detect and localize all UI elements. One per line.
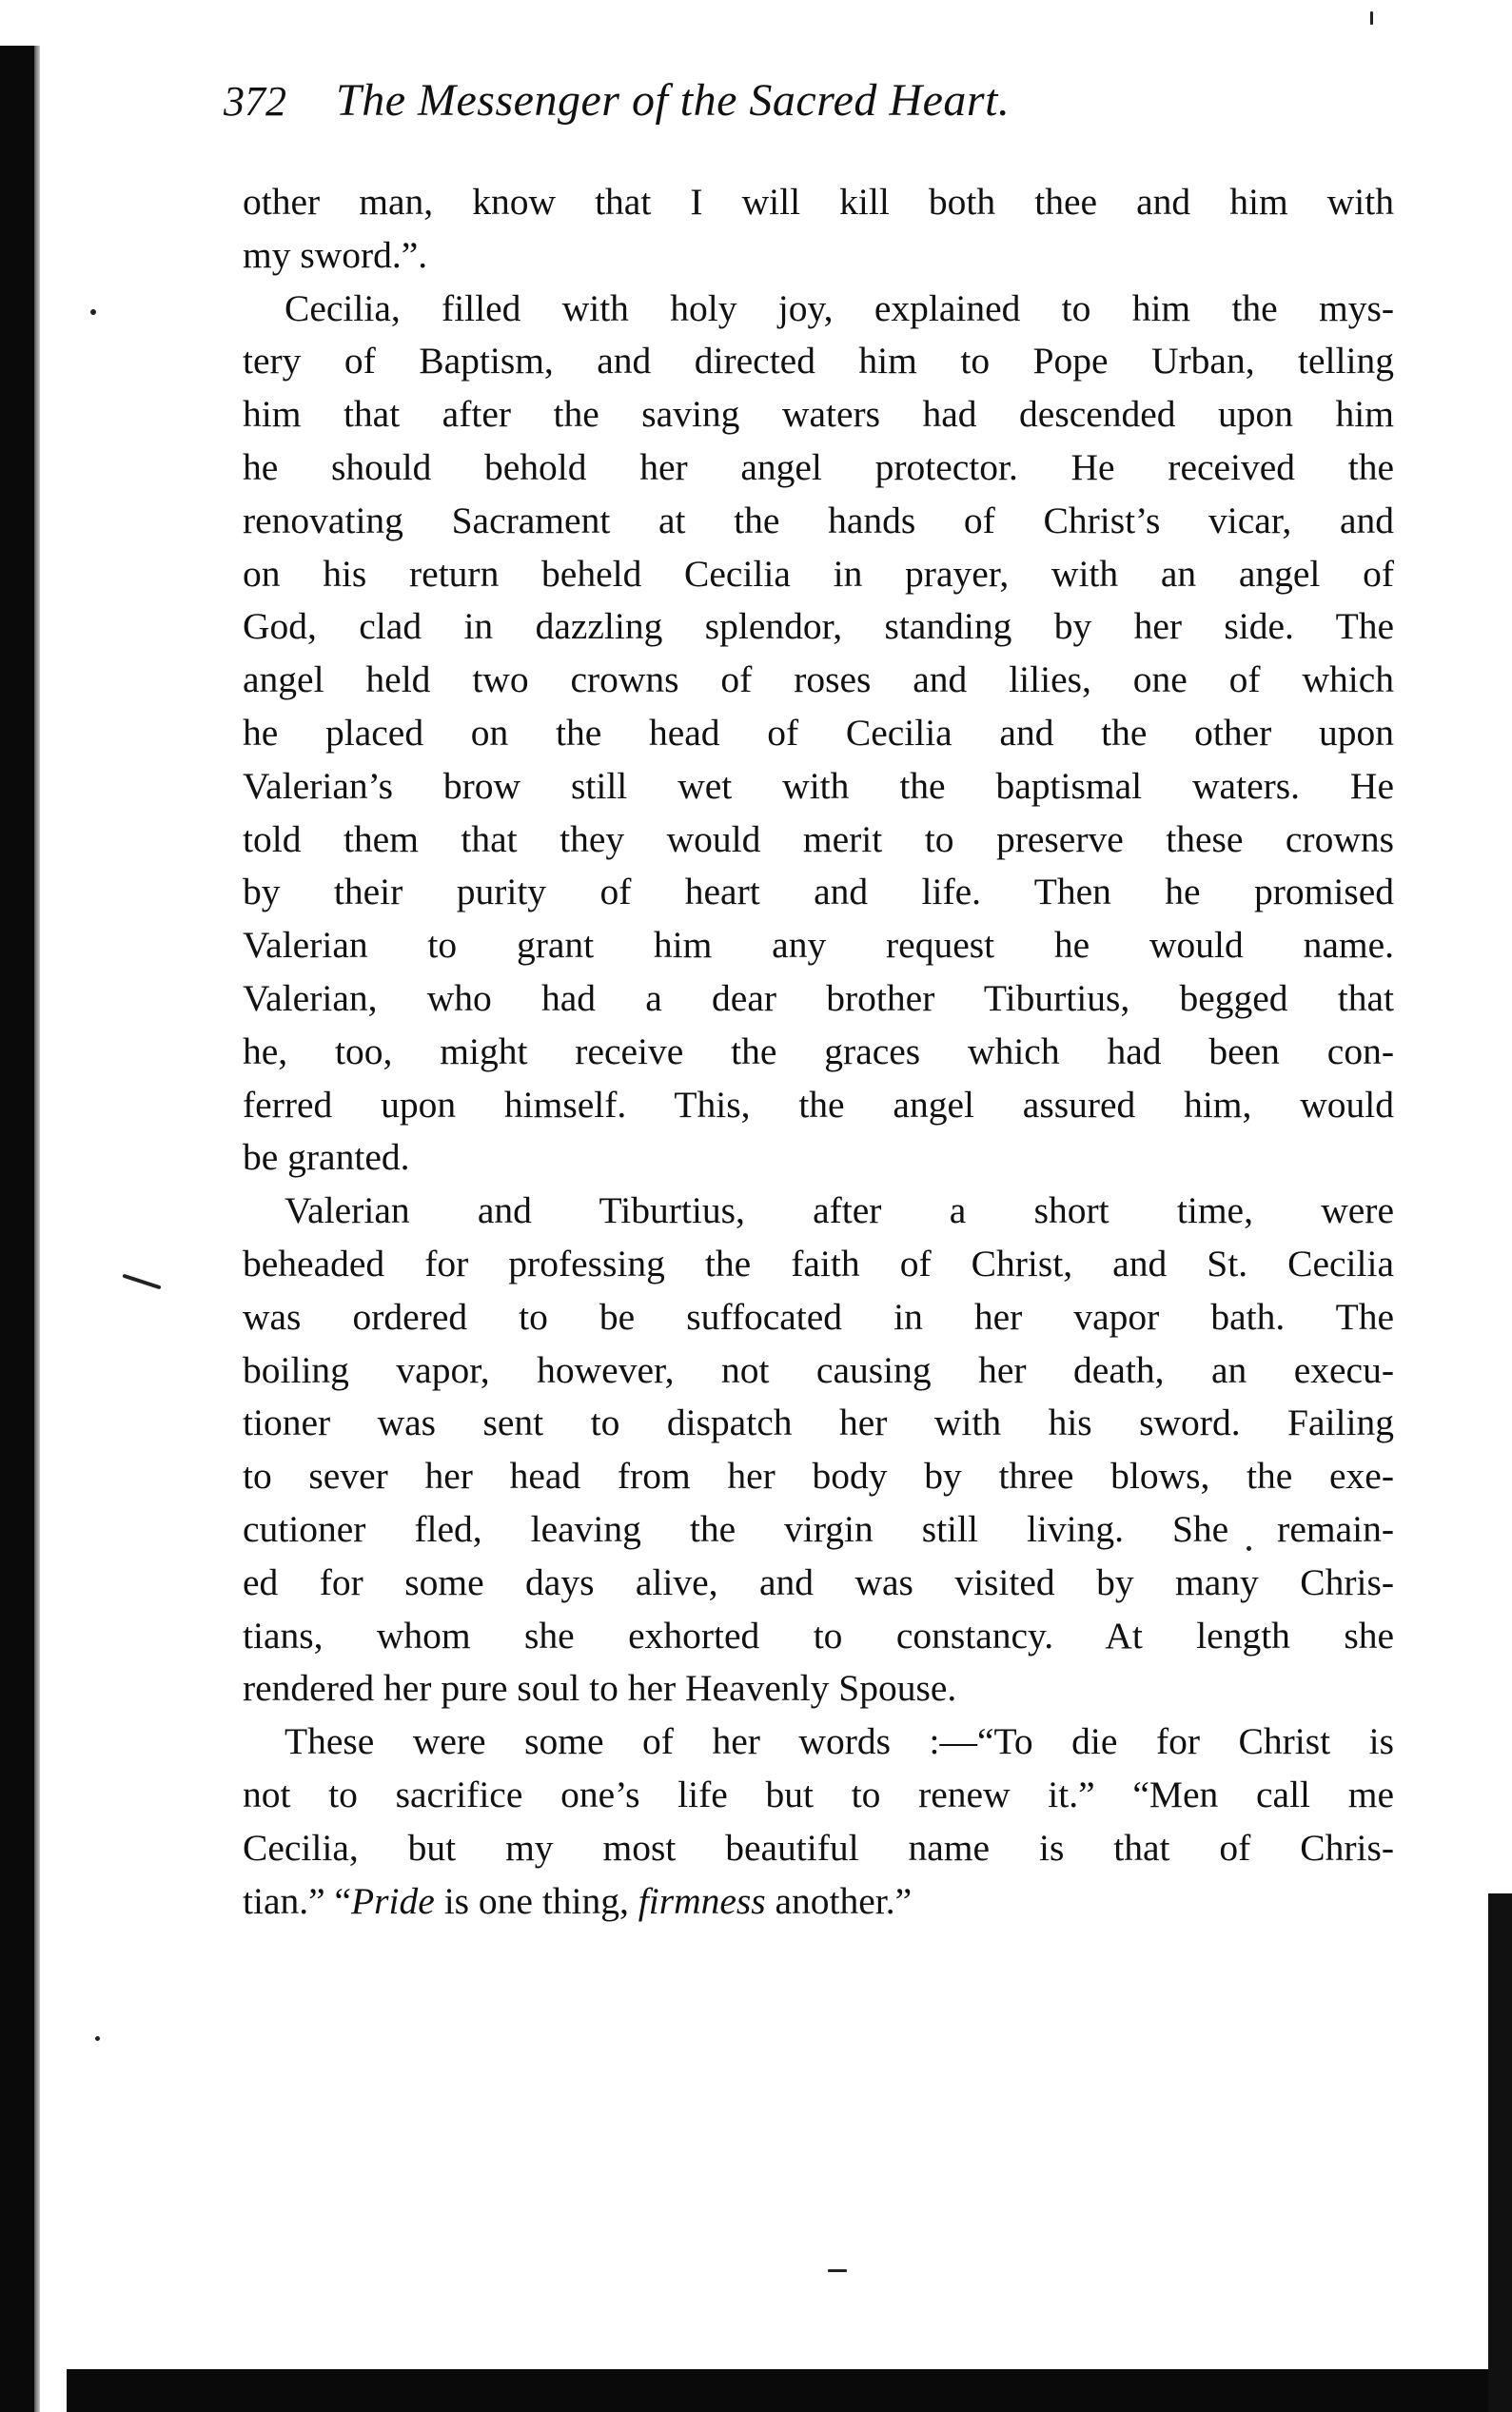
text-line: Valerian and Tiburtius, after a short time, were bbox=[285, 1189, 1394, 1232]
running-header bbox=[224, 74, 1365, 141]
scan-gutter-fade bbox=[34, 46, 40, 2412]
text-line: Cecilia, filled with holy joy, explained to him the mys- bbox=[285, 286, 1394, 329]
text-line: on his return beheld Cecilia in prayer, with an angel of bbox=[243, 552, 1394, 595]
text-line: God, clad in dazzling splendor, standing by her side. The bbox=[243, 605, 1394, 648]
text-line: rendered her pure soul to her Heavenly Spouse. bbox=[243, 1667, 957, 1710]
scan-bottom-edge bbox=[67, 2369, 1512, 2412]
scan-gutter-shadow bbox=[0, 46, 34, 2412]
scan-right-edge bbox=[1488, 1893, 1512, 2412]
body-text bbox=[243, 176, 1394, 1928]
text-line: ed for some days alive, and was visited by many Chris- bbox=[243, 1560, 1394, 1603]
text-line: my sword.”. bbox=[243, 233, 428, 276]
scan-speck bbox=[828, 2269, 847, 2272]
italic-word: Pride bbox=[351, 1879, 435, 1922]
text-fragment: tian.” “ bbox=[243, 1879, 352, 1922]
text-line: he should behold her angel protector. He received the bbox=[243, 445, 1394, 488]
text-line: angel held two crowns of roses and lilies, one of which bbox=[243, 658, 1394, 701]
text-line: tioner was sent to dispatch her with his sword. Failing bbox=[243, 1402, 1394, 1444]
scan-speck bbox=[122, 1274, 161, 1290]
text-line: tery of Baptism, and directed him to Pope Urban, telling bbox=[243, 340, 1394, 382]
scan-speck bbox=[90, 309, 96, 315]
text-line: other man, know that I will kill both thee and him with bbox=[243, 181, 1394, 223]
text-line: was ordered to be suffocated in her vapor bath. The bbox=[243, 1295, 1394, 1338]
page-number: 372 bbox=[224, 78, 286, 125]
text-line: beheaded for professing the faith of Christ, and St. Cecilia bbox=[243, 1242, 1394, 1284]
text-fragment: is one thing, bbox=[434, 1879, 638, 1922]
text-line-final bbox=[243, 1875, 1394, 1929]
text-line: tians, whom she exhorted to constancy. At length she bbox=[243, 1614, 1394, 1657]
scan-speck bbox=[95, 2036, 100, 2041]
text-fragment: another.” bbox=[765, 1879, 913, 1922]
text-line: cutioner fled, leaving the virgin still living. She remain- bbox=[243, 1507, 1394, 1550]
scan-speck bbox=[1370, 11, 1373, 25]
text-line: not to sacrifice one’s life but to renew it.” “Men call me bbox=[243, 1773, 1394, 1815]
text-line: Cecilia, but my most beautiful name is that of Chris- bbox=[243, 1826, 1394, 1869]
text-line: Valerian to grant him any request he would name. bbox=[243, 924, 1394, 967]
text-line: boiling vapor, however, not causing her death, an execu- bbox=[243, 1348, 1394, 1391]
text-line: told them that they would merit to preserve these crowns bbox=[243, 817, 1394, 860]
text-line: by their purity of heart and life. Then he promised bbox=[243, 871, 1394, 913]
text-line: he, too, might receive the graces which had been con- bbox=[243, 1030, 1394, 1072]
running-title: The Messenger of the Sacred Heart. bbox=[336, 75, 1011, 126]
text-line: he placed on the head of Cecilia and the other upon bbox=[243, 711, 1394, 754]
text-line: him that after the saving waters had descended upon him bbox=[243, 393, 1394, 436]
italic-word: firmness bbox=[638, 1879, 766, 1922]
text-line: be granted. bbox=[243, 1136, 410, 1179]
text-line: Valerian, who had a dear brother Tiburtius, begged that bbox=[243, 976, 1394, 1019]
text-line: Valerian’s brow still wet with the baptismal waters. He bbox=[243, 764, 1394, 807]
text-line: renovating Sacrament at the hands of Christ’s vicar, and bbox=[243, 499, 1394, 541]
text-line: These were some of her words :—“To die for Christ is bbox=[285, 1720, 1394, 1763]
text-line: ferred upon himself. This, the angel assured him, would bbox=[243, 1083, 1394, 1126]
text-line: to sever her head from her body by three blows, the exe- bbox=[243, 1455, 1394, 1498]
